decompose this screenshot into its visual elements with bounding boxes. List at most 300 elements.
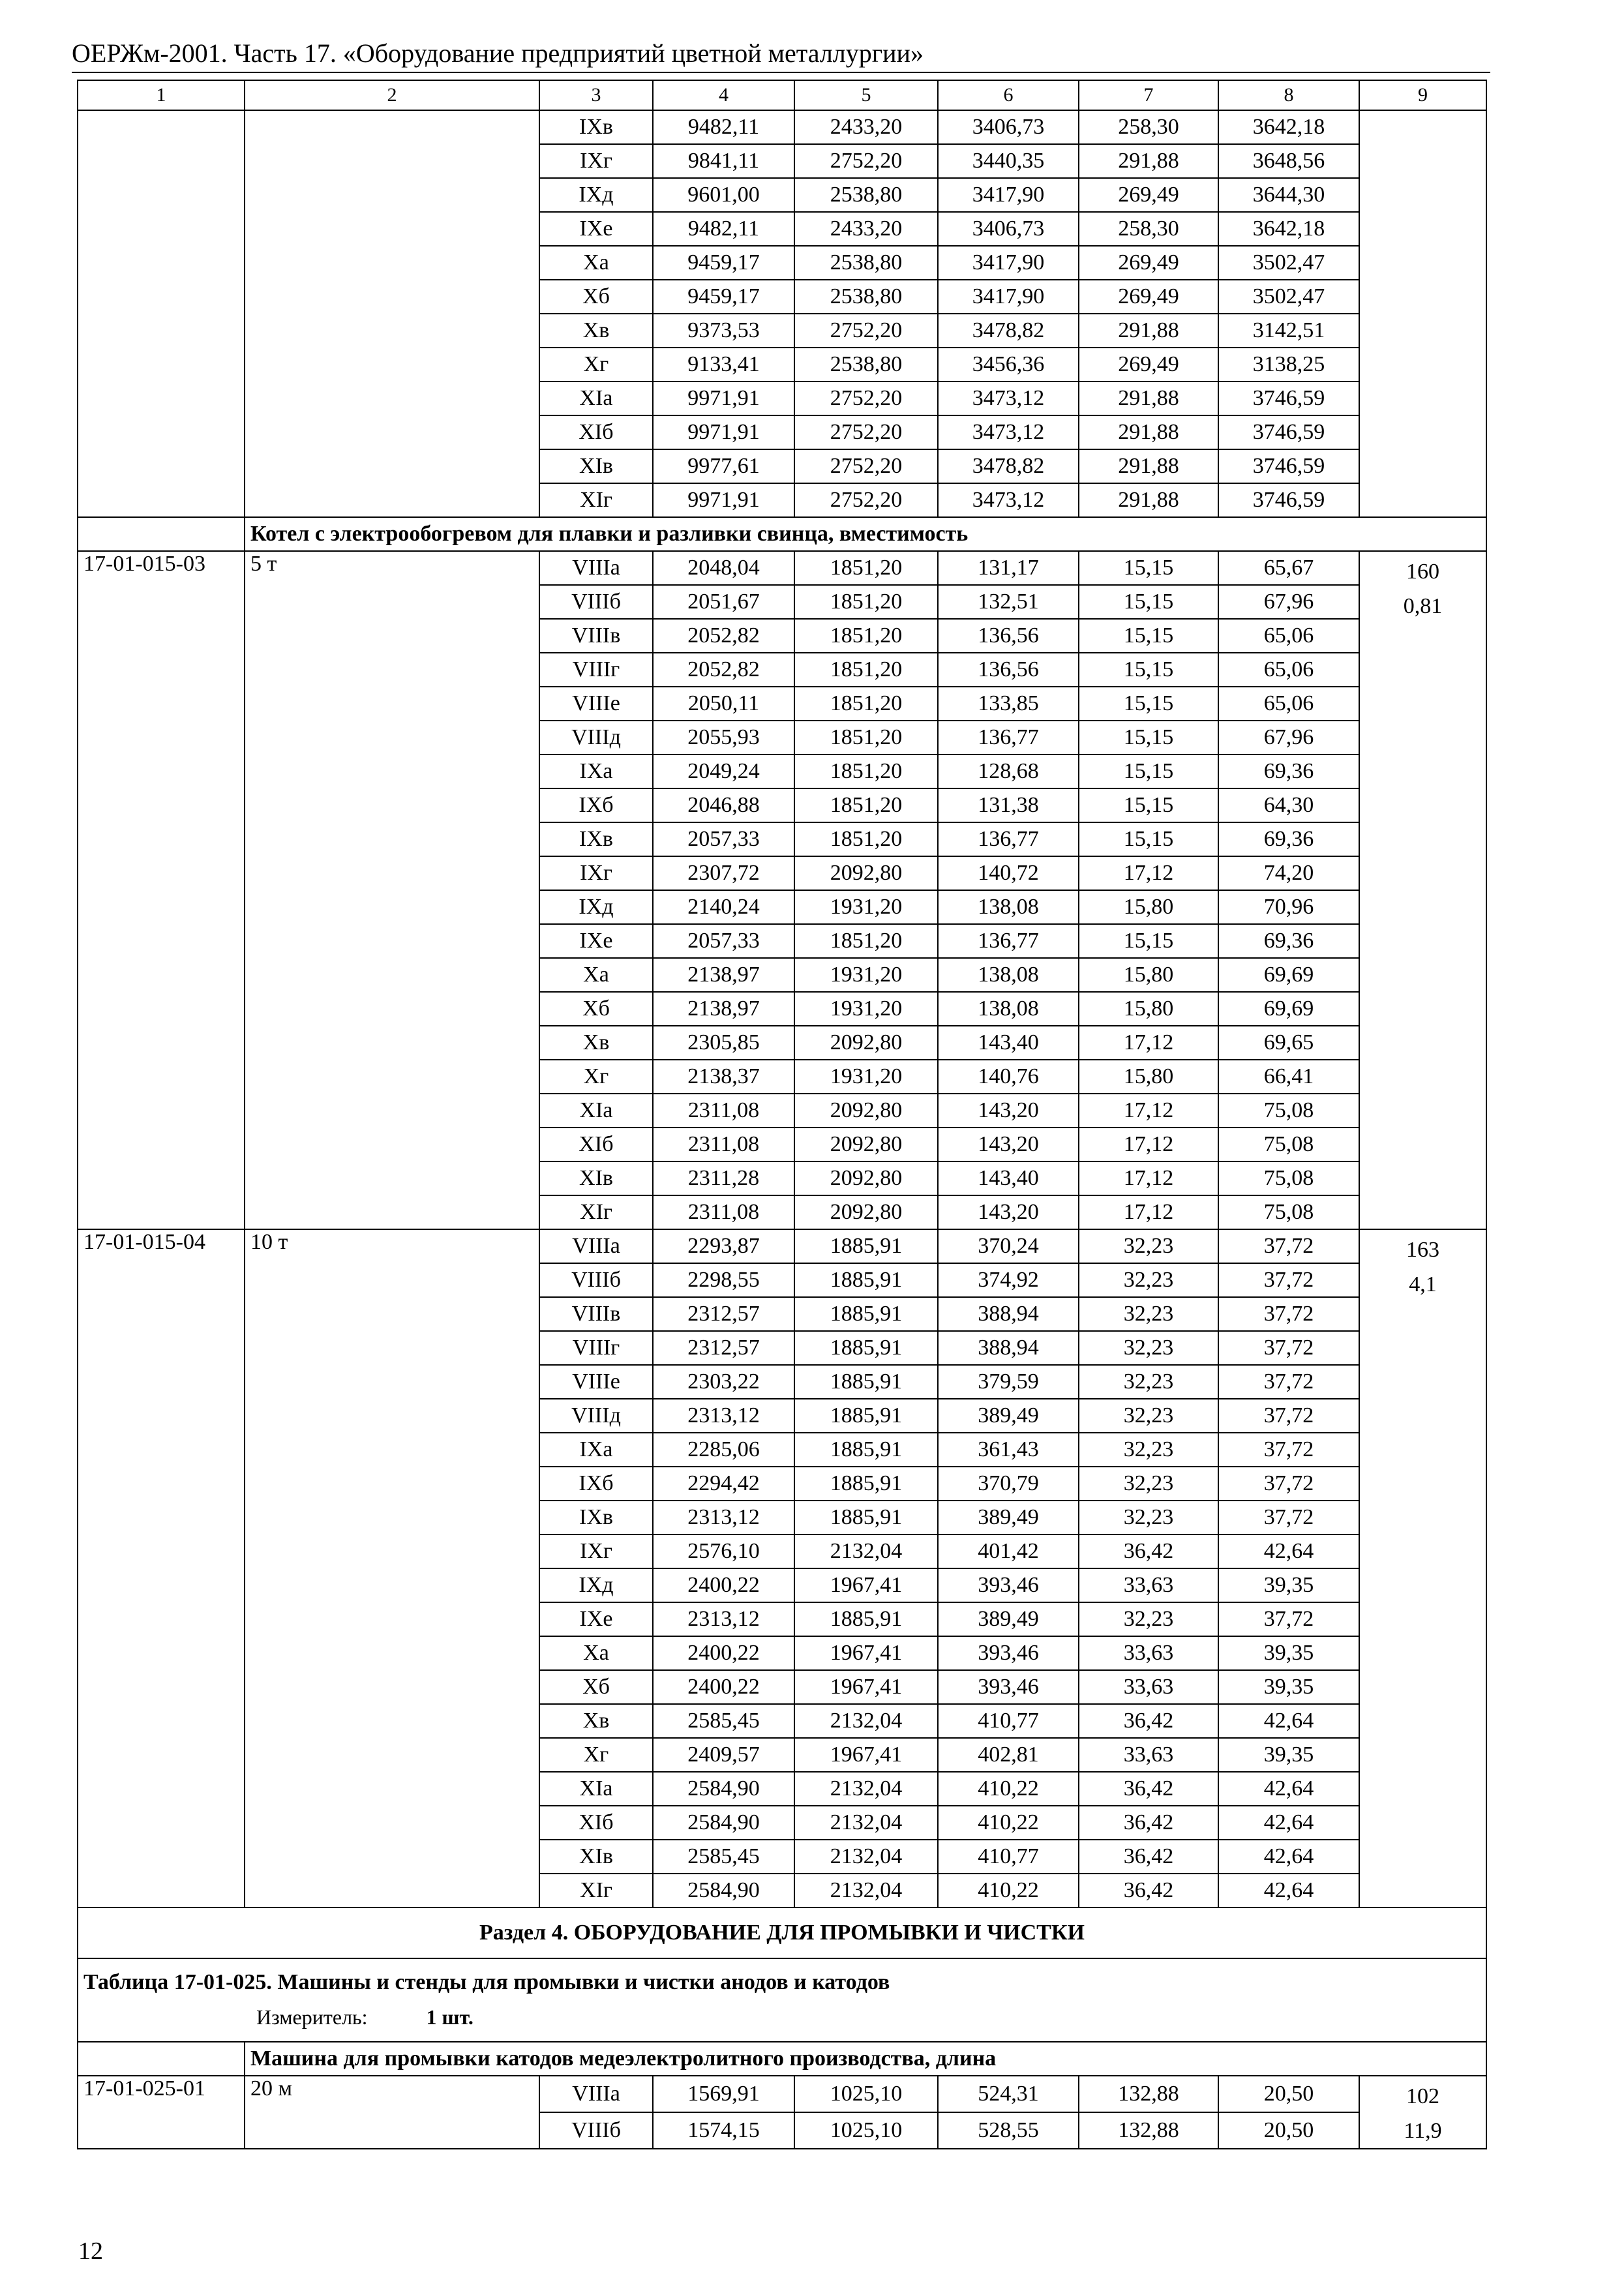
value-cell: 3478,82: [938, 314, 1079, 348]
value-cell: 269,49: [1079, 280, 1218, 314]
resource-zone-cell: VIIIa: [539, 1229, 653, 1263]
value-cell: 67,96: [1218, 721, 1359, 755]
value-cell: 136,77: [938, 924, 1079, 958]
value-cell: 3746,59: [1218, 449, 1359, 483]
group-title-row: [78, 517, 1486, 551]
value-cell: 2298,55: [653, 1263, 794, 1297]
code-cell: 17-01-015-04: [78, 1229, 245, 1908]
value-cell: 2312,57: [653, 1331, 794, 1365]
table-row: [78, 2076, 1486, 2112]
value-cell: 15,15: [1079, 585, 1218, 619]
value-cell: 70,96: [1218, 890, 1359, 924]
value-cell: 2400,22: [653, 1568, 794, 1602]
value-cell: 36,42: [1079, 1704, 1218, 1738]
value-cell: 401,42: [938, 1534, 1079, 1568]
value-cell: 138,08: [938, 890, 1079, 924]
value-cell: 1931,20: [794, 1060, 938, 1094]
value-cell: 65,67: [1218, 551, 1359, 585]
value-cell: 2132,04: [794, 1840, 938, 1874]
value-cell: 269,49: [1079, 246, 1218, 280]
value-cell: 143,20: [938, 1128, 1079, 1161]
value-cell: 410,77: [938, 1704, 1079, 1738]
value-cell: 32,23: [1079, 1229, 1218, 1263]
value-cell: 2538,80: [794, 280, 938, 314]
value-cell: 131,17: [938, 551, 1079, 585]
value-cell: 2538,80: [794, 348, 938, 382]
value-cell: 2138,37: [653, 1060, 794, 1094]
value-cell: 2312,57: [653, 1297, 794, 1331]
resource-zone-cell: IXб: [539, 1467, 653, 1501]
value-cell: 132,51: [938, 585, 1079, 619]
capacity-cell: 20 м: [245, 2076, 539, 2149]
value-cell: 37,72: [1218, 1501, 1359, 1534]
value-cell: 3406,73: [938, 212, 1079, 246]
value-cell: 37,72: [1218, 1602, 1359, 1636]
value-cell: 9459,17: [653, 280, 794, 314]
value-cell: 2307,72: [653, 856, 794, 890]
value-cell: 1885,91: [794, 1501, 938, 1534]
code-cell: 17-01-025-01: [78, 2076, 245, 2149]
resource-zone-cell: XIг: [539, 483, 653, 517]
resource-zone-cell: VIIIв: [539, 1297, 653, 1331]
section-row: [78, 1908, 1486, 1958]
value-cell: 1967,41: [794, 1670, 938, 1704]
value-cell: 3644,30: [1218, 178, 1359, 212]
value-cell: 1025,10: [794, 2112, 938, 2149]
value-cell: 370,24: [938, 1229, 1079, 1263]
column-number: 5: [794, 80, 938, 110]
value-cell: 15,80: [1079, 958, 1218, 992]
col9-value: 11,9: [1404, 2119, 1442, 2143]
value-cell: 393,46: [938, 1636, 1079, 1670]
value-cell: 132,88: [1079, 2076, 1218, 2112]
value-cell: 15,80: [1079, 1060, 1218, 1094]
col9-cell: [1359, 2076, 1486, 2149]
value-cell: 1851,20: [794, 619, 938, 653]
capacity-cell: 10 т: [245, 1229, 539, 1908]
value-cell: 75,08: [1218, 1128, 1359, 1161]
value-cell: 9482,11: [653, 110, 794, 144]
price-table: [77, 80, 1487, 2149]
value-cell: 361,43: [938, 1433, 1079, 1467]
value-cell: 3746,59: [1218, 415, 1359, 449]
value-cell: 42,64: [1218, 1704, 1359, 1738]
value-cell: 1931,20: [794, 890, 938, 924]
value-cell: 3142,51: [1218, 314, 1359, 348]
value-cell: 389,49: [938, 1501, 1079, 1534]
value-cell: 1885,91: [794, 1229, 938, 1263]
resource-zone-cell: VIIIд: [539, 721, 653, 755]
value-cell: 258,30: [1079, 212, 1218, 246]
value-cell: 2092,80: [794, 1094, 938, 1128]
value-cell: 1851,20: [794, 822, 938, 856]
col9-value: 102: [1406, 2084, 1439, 2108]
value-cell: 136,77: [938, 721, 1079, 755]
value-cell: 9601,00: [653, 178, 794, 212]
column-number: 8: [1218, 80, 1359, 110]
value-cell: 15,80: [1079, 992, 1218, 1026]
column-number: 6: [938, 80, 1079, 110]
value-cell: 2132,04: [794, 1704, 938, 1738]
value-cell: 2052,82: [653, 653, 794, 687]
value-cell: 2055,93: [653, 721, 794, 755]
col9-cell: [1359, 1229, 1486, 1908]
value-cell: 15,15: [1079, 924, 1218, 958]
value-cell: 65,06: [1218, 687, 1359, 721]
value-cell: 15,15: [1079, 687, 1218, 721]
resource-zone-cell: IXв: [539, 1501, 653, 1534]
section-title: Раздел 4. ОБОРУДОВАНИЕ ДЛЯ ПРОМЫВКИ И ЧИСТКИ: [78, 1908, 1486, 1958]
value-cell: 15,15: [1079, 755, 1218, 788]
value-cell: 143,20: [938, 1094, 1079, 1128]
resource-zone-cell: VIIIв: [539, 619, 653, 653]
value-cell: 410,22: [938, 1874, 1079, 1908]
value-cell: 138,08: [938, 992, 1079, 1026]
value-cell: 39,35: [1218, 1670, 1359, 1704]
value-cell: 33,63: [1079, 1670, 1218, 1704]
value-cell: 17,12: [1079, 1161, 1218, 1195]
value-cell: 1885,91: [794, 1365, 938, 1399]
value-cell: 2585,45: [653, 1704, 794, 1738]
value-cell: 42,64: [1218, 1840, 1359, 1874]
value-cell: 1851,20: [794, 721, 938, 755]
value-cell: 20,50: [1218, 2112, 1359, 2149]
value-cell: 32,23: [1079, 1331, 1218, 1365]
table-title-cell: [78, 1958, 1486, 2042]
value-cell: 42,64: [1218, 1534, 1359, 1568]
resource-zone-cell: Xб: [539, 992, 653, 1026]
page-number: 12: [78, 2237, 103, 2265]
value-cell: 32,23: [1079, 1263, 1218, 1297]
value-cell: 2092,80: [794, 856, 938, 890]
value-cell: 69,69: [1218, 992, 1359, 1026]
value-cell: 3642,18: [1218, 110, 1359, 144]
value-cell: 3473,12: [938, 382, 1079, 415]
value-cell: 69,36: [1218, 924, 1359, 958]
value-cell: 128,68: [938, 755, 1079, 788]
value-cell: 2752,20: [794, 449, 938, 483]
value-cell: 37,72: [1218, 1297, 1359, 1331]
value-cell: 1851,20: [794, 924, 938, 958]
value-cell: 3138,25: [1218, 348, 1359, 382]
value-cell: 37,72: [1218, 1263, 1359, 1297]
value-cell: 3478,82: [938, 449, 1079, 483]
value-cell: 140,76: [938, 1060, 1079, 1094]
value-cell: 1574,15: [653, 2112, 794, 2149]
value-cell: 1885,91: [794, 1297, 938, 1331]
resource-zone-cell: XIг: [539, 1195, 653, 1229]
resource-zone-cell: IXв: [539, 110, 653, 144]
column-number: 3: [539, 80, 653, 110]
value-cell: 32,23: [1079, 1602, 1218, 1636]
value-cell: 2400,22: [653, 1670, 794, 1704]
resource-zone-cell: VIIIa: [539, 2076, 653, 2112]
value-cell: 2313,12: [653, 1399, 794, 1433]
capacity-cell: 5 т: [245, 551, 539, 1229]
value-cell: 32,23: [1079, 1433, 1218, 1467]
resource-zone-cell: XIв: [539, 449, 653, 483]
resource-zone-cell: Xв: [539, 1704, 653, 1738]
value-cell: 15,15: [1079, 619, 1218, 653]
resource-zone-cell: Xa: [539, 246, 653, 280]
value-cell: 3473,12: [938, 415, 1079, 449]
col9-value: 160: [1406, 560, 1439, 584]
value-cell: 393,46: [938, 1568, 1079, 1602]
value-cell: 1851,20: [794, 653, 938, 687]
value-cell: 3502,47: [1218, 280, 1359, 314]
value-cell: 2092,80: [794, 1026, 938, 1060]
value-cell: 1851,20: [794, 755, 938, 788]
value-cell: 2057,33: [653, 924, 794, 958]
value-cell: 65,06: [1218, 619, 1359, 653]
value-cell: 2538,80: [794, 246, 938, 280]
resource-zone-cell: IXa: [539, 755, 653, 788]
value-cell: 20,50: [1218, 2076, 1359, 2112]
value-cell: 2092,80: [794, 1195, 938, 1229]
capacity-cell: [245, 110, 539, 517]
value-cell: 1885,91: [794, 1399, 938, 1433]
value-cell: 2049,24: [653, 755, 794, 788]
value-cell: 2752,20: [794, 144, 938, 178]
value-cell: 39,35: [1218, 1636, 1359, 1670]
value-cell: 17,12: [1079, 1195, 1218, 1229]
value-cell: 37,72: [1218, 1467, 1359, 1501]
value-cell: 1569,91: [653, 2076, 794, 2112]
value-cell: 1967,41: [794, 1636, 938, 1670]
value-cell: 2584,90: [653, 1772, 794, 1806]
value-cell: 2433,20: [794, 110, 938, 144]
measure-line: [83, 2002, 1481, 2032]
value-cell: 402,81: [938, 1738, 1079, 1772]
value-cell: 258,30: [1079, 110, 1218, 144]
value-cell: 1967,41: [794, 1568, 938, 1602]
value-cell: 9133,41: [653, 348, 794, 382]
value-cell: 2303,22: [653, 1365, 794, 1399]
value-cell: 140,72: [938, 856, 1079, 890]
value-cell: 524,31: [938, 2076, 1079, 2112]
value-cell: 2048,04: [653, 551, 794, 585]
value-cell: 2400,22: [653, 1636, 794, 1670]
header-rule: [72, 72, 1490, 73]
value-cell: 2051,67: [653, 585, 794, 619]
value-cell: 9459,17: [653, 246, 794, 280]
resource-zone-cell: IXд: [539, 1568, 653, 1602]
value-cell: 3417,90: [938, 280, 1079, 314]
table-title-row: [78, 1958, 1486, 2042]
value-cell: 9977,61: [653, 449, 794, 483]
value-cell: 69,65: [1218, 1026, 1359, 1060]
value-cell: 9841,11: [653, 144, 794, 178]
value-cell: 1967,41: [794, 1738, 938, 1772]
value-cell: 75,08: [1218, 1094, 1359, 1128]
value-cell: 66,41: [1218, 1060, 1359, 1094]
value-cell: 42,64: [1218, 1874, 1359, 1908]
resource-zone-cell: IXе: [539, 1602, 653, 1636]
value-cell: 389,49: [938, 1602, 1079, 1636]
resource-zone-cell: XIг: [539, 1874, 653, 1908]
value-cell: 3746,59: [1218, 483, 1359, 517]
value-cell: 2140,24: [653, 890, 794, 924]
value-cell: 2311,08: [653, 1094, 794, 1128]
resource-zone-cell: XIa: [539, 382, 653, 415]
resource-zone-cell: VIIIе: [539, 687, 653, 721]
value-cell: 2752,20: [794, 415, 938, 449]
col9-value: 163: [1406, 1238, 1439, 1262]
resource-zone-cell: IXе: [539, 924, 653, 958]
value-cell: 74,20: [1218, 856, 1359, 890]
value-cell: 37,72: [1218, 1331, 1359, 1365]
value-cell: 379,59: [938, 1365, 1079, 1399]
value-cell: 2313,12: [653, 1602, 794, 1636]
value-cell: 291,88: [1079, 382, 1218, 415]
column-number: 7: [1079, 80, 1218, 110]
value-cell: 15,15: [1079, 788, 1218, 822]
value-cell: 9971,91: [653, 483, 794, 517]
value-cell: 2138,97: [653, 992, 794, 1026]
value-cell: 138,08: [938, 958, 1079, 992]
value-cell: 15,15: [1079, 822, 1218, 856]
value-cell: 131,38: [938, 788, 1079, 822]
value-cell: 42,64: [1218, 1772, 1359, 1806]
value-cell: 17,12: [1079, 1128, 1218, 1161]
value-cell: 269,49: [1079, 348, 1218, 382]
value-cell: 1931,20: [794, 958, 938, 992]
value-cell: 132,88: [1079, 2112, 1218, 2149]
value-cell: 3456,36: [938, 348, 1079, 382]
value-cell: 75,08: [1218, 1195, 1359, 1229]
value-cell: 133,85: [938, 687, 1079, 721]
value-cell: 42,64: [1218, 1806, 1359, 1840]
resource-zone-cell: VIIIг: [539, 1331, 653, 1365]
resource-zone-cell: XIб: [539, 415, 653, 449]
value-cell: 143,40: [938, 1026, 1079, 1060]
value-cell: 2305,85: [653, 1026, 794, 1060]
value-cell: 2752,20: [794, 314, 938, 348]
value-cell: 291,88: [1079, 449, 1218, 483]
value-cell: 374,92: [938, 1263, 1079, 1297]
value-cell: 2138,97: [653, 958, 794, 992]
value-cell: 2752,20: [794, 382, 938, 415]
resource-zone-cell: Xв: [539, 314, 653, 348]
resource-zone-cell: Xг: [539, 1738, 653, 1772]
value-cell: 143,40: [938, 1161, 1079, 1195]
value-cell: 370,79: [938, 1467, 1079, 1501]
resource-zone-cell: IXб: [539, 788, 653, 822]
resource-zone-cell: VIIIб: [539, 2112, 653, 2149]
value-cell: 39,35: [1218, 1568, 1359, 1602]
value-cell: 2092,80: [794, 1128, 938, 1161]
value-cell: 3417,90: [938, 178, 1079, 212]
code-cell: 17-01-015-03: [78, 551, 245, 1229]
value-cell: 3502,47: [1218, 246, 1359, 280]
column-number: 4: [653, 80, 794, 110]
resource-zone-cell: IXв: [539, 822, 653, 856]
col9-cell: [1359, 110, 1486, 517]
value-cell: 393,46: [938, 1670, 1079, 1704]
resource-zone-cell: VIIIе: [539, 1365, 653, 1399]
empty-cell: [78, 517, 245, 551]
value-cell: 37,72: [1218, 1399, 1359, 1433]
resource-zone-cell: Xв: [539, 1026, 653, 1060]
value-cell: 15,15: [1079, 551, 1218, 585]
value-cell: 528,55: [938, 2112, 1079, 2149]
resource-zone-cell: VIIIб: [539, 1263, 653, 1297]
value-cell: 33,63: [1079, 1568, 1218, 1602]
value-cell: 36,42: [1079, 1772, 1218, 1806]
value-cell: 2311,08: [653, 1195, 794, 1229]
value-cell: 1025,10: [794, 2076, 938, 2112]
value-cell: 2311,28: [653, 1161, 794, 1195]
value-cell: 32,23: [1079, 1297, 1218, 1331]
value-cell: 1851,20: [794, 551, 938, 585]
empty-cell: [78, 2042, 245, 2076]
value-cell: 36,42: [1079, 1874, 1218, 1908]
resource-zone-cell: IXa: [539, 1433, 653, 1467]
value-cell: 1851,20: [794, 687, 938, 721]
resource-zone-cell: XIв: [539, 1840, 653, 1874]
value-cell: 2433,20: [794, 212, 938, 246]
value-cell: 410,22: [938, 1806, 1079, 1840]
value-cell: 2285,06: [653, 1433, 794, 1467]
group-title: Машина для промывки катодов медеэлектролитного производства, длина: [245, 2042, 1486, 2076]
value-cell: 2576,10: [653, 1534, 794, 1568]
value-cell: 269,49: [1079, 178, 1218, 212]
resource-zone-cell: XIa: [539, 1772, 653, 1806]
value-cell: 388,94: [938, 1331, 1079, 1365]
value-cell: 36,42: [1079, 1806, 1218, 1840]
group-title-row: [78, 2042, 1486, 2076]
value-cell: 3642,18: [1218, 212, 1359, 246]
resource-zone-cell: IXг: [539, 144, 653, 178]
value-cell: 2311,08: [653, 1128, 794, 1161]
value-cell: 291,88: [1079, 483, 1218, 517]
value-cell: 2585,45: [653, 1840, 794, 1874]
table-title: Таблица 17-01-025. Машины и стенды для промывки и чистки анодов и катодов: [83, 1970, 890, 1994]
measure-value: 1 шт.: [426, 2005, 474, 2029]
value-cell: 69,69: [1218, 958, 1359, 992]
value-cell: 3648,56: [1218, 144, 1359, 178]
value-cell: 64,30: [1218, 788, 1359, 822]
resource-zone-cell: XIв: [539, 1161, 653, 1195]
table-row: [78, 1229, 1486, 1263]
value-cell: 32,23: [1079, 1399, 1218, 1433]
value-cell: 2132,04: [794, 1806, 938, 1840]
resource-zone-cell: Xб: [539, 1670, 653, 1704]
resource-zone-cell: IXд: [539, 890, 653, 924]
value-cell: 2313,12: [653, 1501, 794, 1534]
resource-zone-cell: Xг: [539, 1060, 653, 1094]
table-row: [78, 551, 1486, 585]
value-cell: 32,23: [1079, 1467, 1218, 1501]
value-cell: 39,35: [1218, 1738, 1359, 1772]
value-cell: 1885,91: [794, 1263, 938, 1297]
value-cell: 1851,20: [794, 585, 938, 619]
value-cell: 37,72: [1218, 1433, 1359, 1467]
value-cell: 33,63: [1079, 1738, 1218, 1772]
value-cell: 3746,59: [1218, 382, 1359, 415]
column-number: 2: [245, 80, 539, 110]
value-cell: 1885,91: [794, 1331, 938, 1365]
value-cell: 9971,91: [653, 382, 794, 415]
resource-zone-cell: Xa: [539, 958, 653, 992]
value-cell: 9373,53: [653, 314, 794, 348]
column-number: 9: [1359, 80, 1486, 110]
table-row: [78, 110, 1486, 144]
value-cell: 2052,82: [653, 619, 794, 653]
resource-zone-cell: IXд: [539, 178, 653, 212]
value-cell: 143,20: [938, 1195, 1079, 1229]
value-cell: 410,22: [938, 1772, 1079, 1806]
